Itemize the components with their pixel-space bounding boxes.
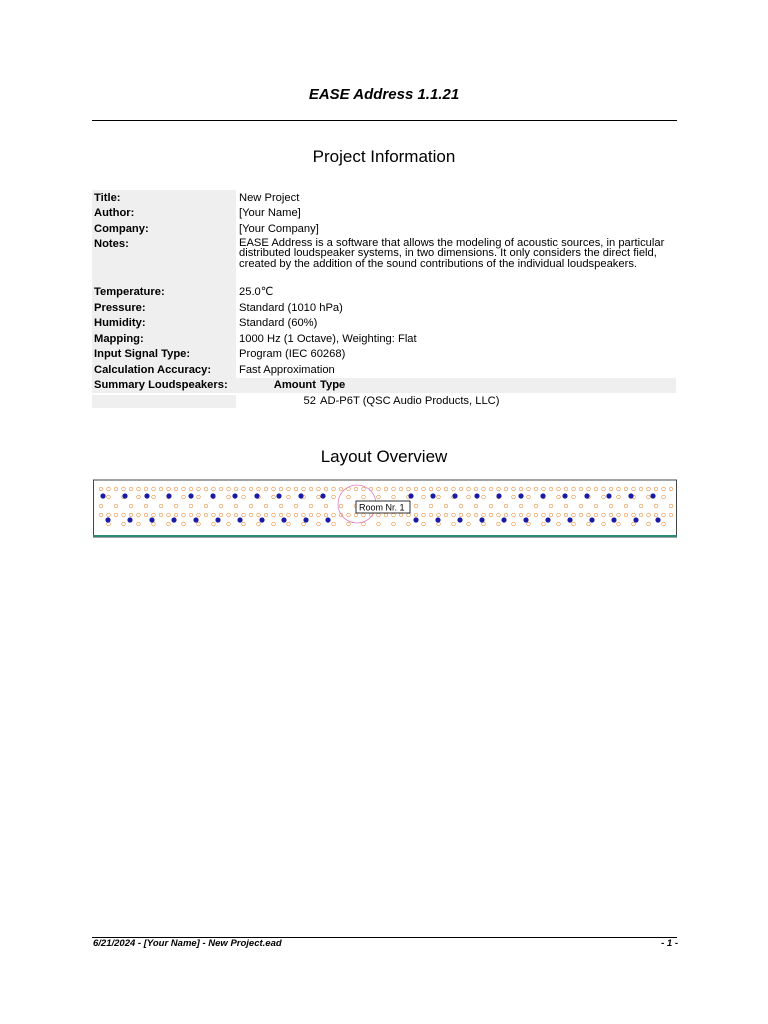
loudspeaker-mark <box>545 517 550 522</box>
loudspeaker-mark <box>408 493 413 498</box>
header-divider <box>92 120 677 121</box>
label-cell-spacer <box>92 395 236 408</box>
info-value: 1000 Hz (1 Octave), Weighting: Flat <box>239 332 417 345</box>
layout-overview-drawing <box>93 479 677 539</box>
info-label: Input Signal Type: <box>92 347 236 363</box>
footer-page-number: - 1 - <box>661 938 678 949</box>
info-value: New Project <box>239 191 300 204</box>
loudspeaker-type: AD-P6T (QSC Audio Products, LLC) <box>320 394 500 407</box>
loudspeaker-mark <box>474 493 479 498</box>
info-row-humidity <box>92 316 676 332</box>
info-row-calculation-accuracy <box>92 362 676 378</box>
info-label: Humidity: <box>92 316 236 332</box>
info-label: Pressure: <box>92 300 236 316</box>
loudspeaker-mark <box>655 517 660 522</box>
info-label: Title: <box>92 190 236 206</box>
info-label: Calculation Accuracy: <box>92 362 236 378</box>
loudspeaker-mark <box>562 493 567 498</box>
info-row-notes <box>92 237 676 285</box>
loudspeaker-mark <box>540 493 545 498</box>
loudspeaker-mark <box>100 493 105 498</box>
document-header-title: EASE Address 1.1.21 <box>308 86 460 103</box>
info-value: Program (IEC 60268) <box>239 348 346 360</box>
amount-column-header: Amount <box>273 379 316 391</box>
section-title-project-information: Project Information <box>312 147 456 166</box>
info-label: Company: <box>92 221 236 237</box>
info-label: Temperature: <box>92 285 236 301</box>
info-value: [Your Name] <box>239 207 301 219</box>
loudspeaker-mark <box>281 517 286 522</box>
loudspeaker-mark <box>523 517 528 522</box>
loudspeaker-mark <box>320 493 325 498</box>
info-label: Mapping: <box>92 331 236 347</box>
loudspeaker-mark <box>496 493 501 498</box>
loudspeaker-mark <box>215 517 220 522</box>
loudspeaker-mark <box>606 493 611 498</box>
loudspeaker-row <box>92 393 676 409</box>
loudspeaker-mark <box>188 493 193 498</box>
info-value: EASE Address is a software that allows the modeling of acoustic sources, in particular distributed loudspeaker systems, in two dimensions. It only considers the direct field, created by the addition of the sound contributions of the individual loudspeakers. <box>239 237 665 270</box>
loudspeaker-mark <box>325 517 330 522</box>
info-value: Fast Approximation <box>239 363 335 376</box>
loudspeaker-mark <box>457 517 462 522</box>
loudspeaker-table-header <box>236 378 676 394</box>
info-row-title <box>92 190 676 206</box>
loudspeaker-mark <box>430 493 435 498</box>
info-value: Standard (60%) <box>239 317 318 329</box>
loudspeaker-mark <box>584 493 589 498</box>
loudspeaker-mark <box>501 517 506 522</box>
info-value: [Your Company] <box>239 222 319 235</box>
loudspeaker-mark <box>232 493 237 498</box>
loudspeaker-mark <box>210 493 215 498</box>
loudspeaker-mark <box>193 517 198 522</box>
loudspeaker-amount: 52 <box>303 394 316 407</box>
loudspeaker-mark <box>237 517 242 522</box>
info-value: Standard (1010 hPa) <box>239 301 343 314</box>
loudspeaker-mark <box>650 493 655 498</box>
loudspeaker-mark <box>567 517 572 522</box>
info-label: Author: <box>92 206 236 222</box>
project-info-table <box>92 190 676 409</box>
loudspeaker-mark <box>611 517 616 522</box>
loudspeaker-mark <box>259 517 264 522</box>
footer-file-info: 6/21/2024 - [Your Name] - New Project.ead <box>93 938 282 949</box>
loudspeaker-mark <box>298 493 303 498</box>
info-label: Notes: <box>92 237 236 285</box>
floor-plan-svg <box>93 479 677 539</box>
loudspeaker-mark <box>452 493 457 498</box>
loudspeaker-mark <box>171 517 176 522</box>
loudspeaker-mark <box>518 493 523 498</box>
info-row-input-signal <box>92 347 676 363</box>
loudspeaker-mark <box>127 517 132 522</box>
loudspeaker-mark <box>628 493 633 498</box>
loudspeaker-mark <box>276 493 281 498</box>
loudspeaker-mark <box>435 517 440 522</box>
info-row-summary-loudspeakers <box>92 378 676 394</box>
info-row-temperature <box>92 285 676 301</box>
loudspeaker-mark <box>589 517 594 522</box>
loudspeaker-mark <box>303 517 308 522</box>
loudspeaker-mark <box>413 517 418 522</box>
loudspeaker-mark <box>254 493 259 498</box>
section-title-layout-overview: Layout Overview <box>320 447 448 466</box>
loudspeaker-mark <box>479 517 484 522</box>
loudspeaker-mark <box>122 493 127 498</box>
info-row-pressure <box>92 300 676 316</box>
info-label: Summary Loudspeakers: <box>92 378 236 394</box>
loudspeaker-mark <box>633 517 638 522</box>
info-row-mapping <box>92 331 676 347</box>
loudspeaker-mark <box>144 493 149 498</box>
info-row-author <box>92 206 676 222</box>
loudspeaker-mark <box>105 517 110 522</box>
info-row-company <box>92 221 676 237</box>
type-column-header: Type <box>320 379 346 391</box>
loudspeaker-mark <box>166 493 171 498</box>
room-label: Room Nr. 1 <box>359 502 405 513</box>
info-value: 25.0℃ <box>239 286 274 298</box>
loudspeaker-mark <box>149 517 154 522</box>
